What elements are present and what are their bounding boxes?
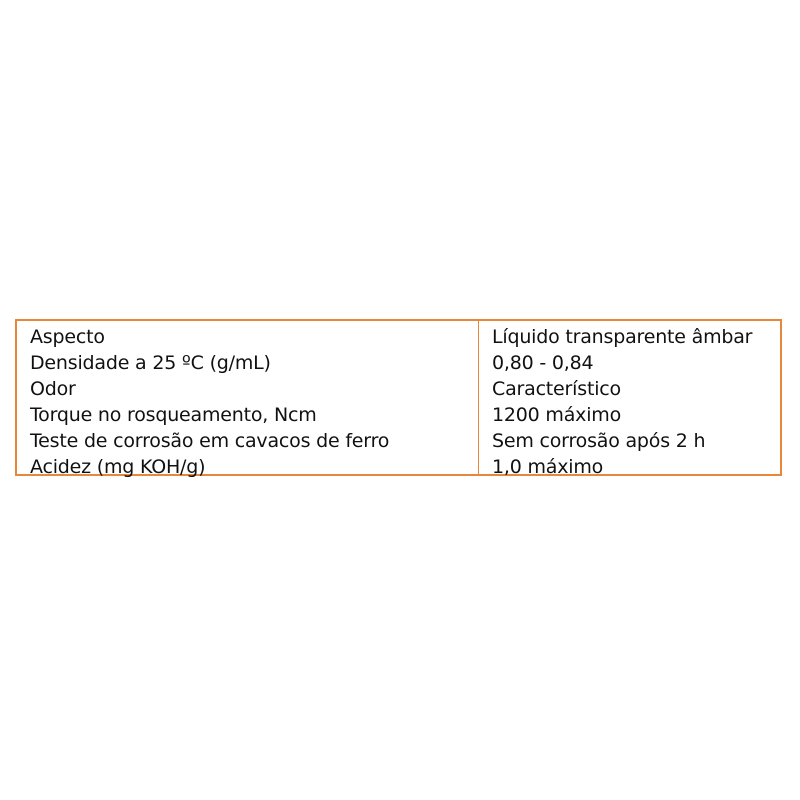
value-cell: Característico xyxy=(492,378,621,400)
value-column xyxy=(479,321,780,478)
property-column xyxy=(17,321,479,478)
property-cell: Densidade a 25 ºC (g/mL) xyxy=(30,352,271,374)
property-cell: Torque no rosqueamento, Ncm xyxy=(30,404,317,426)
property-cell: Odor xyxy=(30,378,76,400)
property-cell: Teste de corrosão em cavacos de ferro xyxy=(30,430,390,452)
value-cell: 0,80 - 0,84 xyxy=(492,352,594,374)
value-cell: Líquido transparente âmbar xyxy=(492,326,753,348)
property-cell: Aspecto xyxy=(30,326,105,348)
value-cell: 1200 máximo xyxy=(492,404,622,426)
value-cell: 1,0 máximo xyxy=(492,456,604,478)
value-cell: Sem corrosão após 2 h xyxy=(492,430,706,452)
specification-table xyxy=(15,319,782,476)
property-cell: Acidez (mg KOH/g) xyxy=(30,456,206,478)
